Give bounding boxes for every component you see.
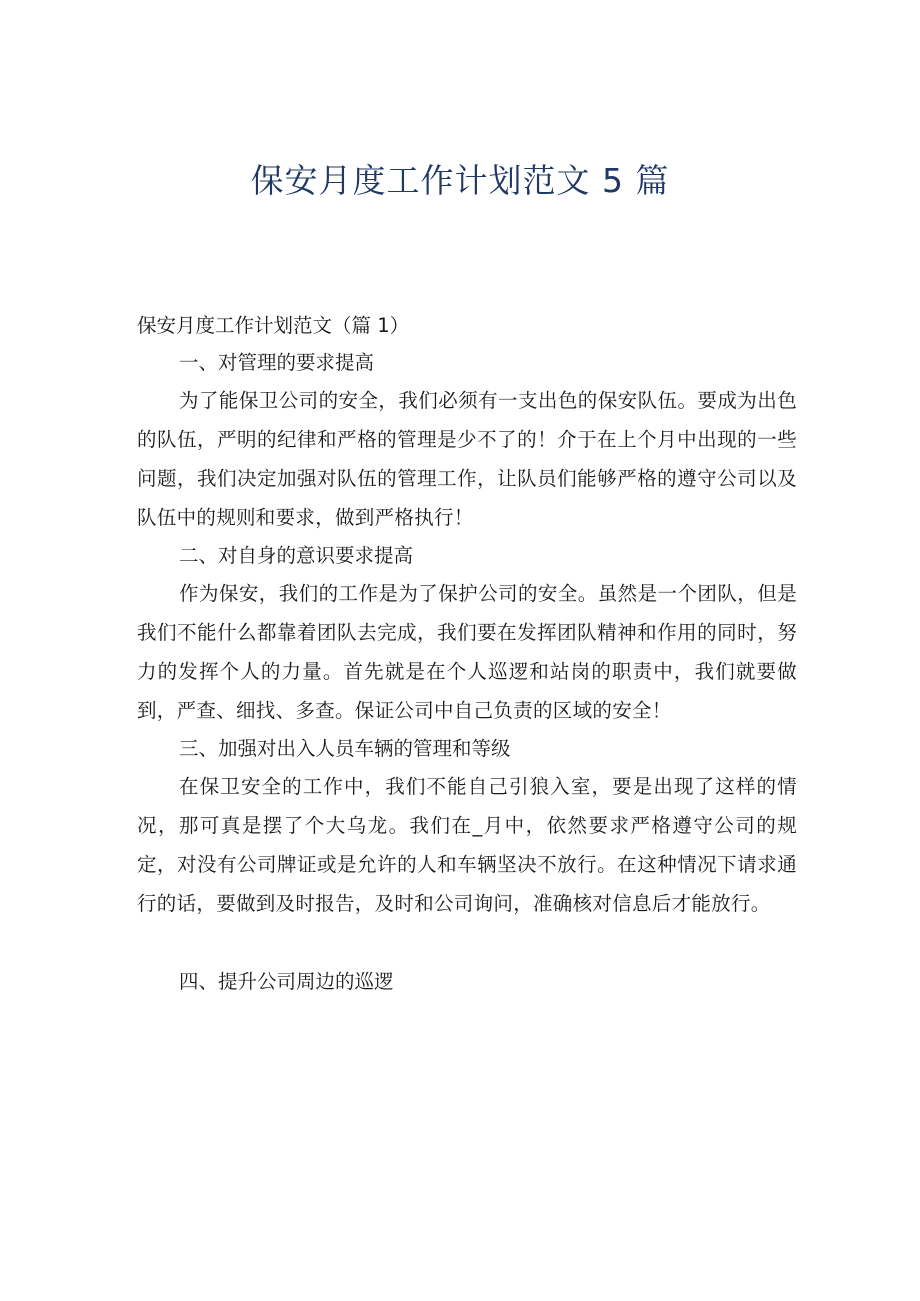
item-paragraph-3: 在保卫安全的工作中，我们不能自己引狼入室，要是出现了这样的情况，那可真是摆了个大乌龙。我们在_月中，依然要求严格遵守公司的规定，对没有公司牌证或是允许的人和车辆坚决不放行。在这种情况下请求通行的话，要做到及时报告，及时和公司询问，准确核对信息后才能放行。: [137, 775, 797, 915]
item-heading-3: 三、加强对出入人员车辆的管理和等级: [179, 737, 511, 760]
item-paragraph-2: 作为保安，我们的工作是为了保护公司的安全。虽然是一个团队，但是我们不能什么都靠着团队去完成，我们要在发挥团队精神和作用的同时，努力的发挥个人的力量。首先就是在个人巡逻和站岗的职责中，我们就要做到，严查、细找、多查。保证公司中自己负责的区域的安全！: [137, 582, 797, 722]
item-heading-4: 四、提升公司周边的巡逻: [179, 970, 394, 993]
item-paragraph-1: 为了能保卫公司的安全，我们必须有一支出色的保安队伍。要成为出色的队伍，严明的纪律和严格的管理是少不了的！介于在上个月中出现的一些问题，我们决定加强对队伍的管理工作，让队员们能够严格的遵守公司以及队伍中的规则和要求，做到严格执行！: [137, 389, 797, 529]
paragraph-gap: [137, 923, 797, 963]
document-body: [137, 307, 797, 1000]
item-heading-1: 一、对管理的要求提高: [179, 351, 375, 374]
document-title: 保安月度工作计划范文 5 篇: [250, 161, 670, 200]
item-heading-2: 二、对自身的意识要求提高: [179, 544, 414, 567]
section-heading: 保安月度工作计划范文（篇 1）: [137, 314, 410, 337]
